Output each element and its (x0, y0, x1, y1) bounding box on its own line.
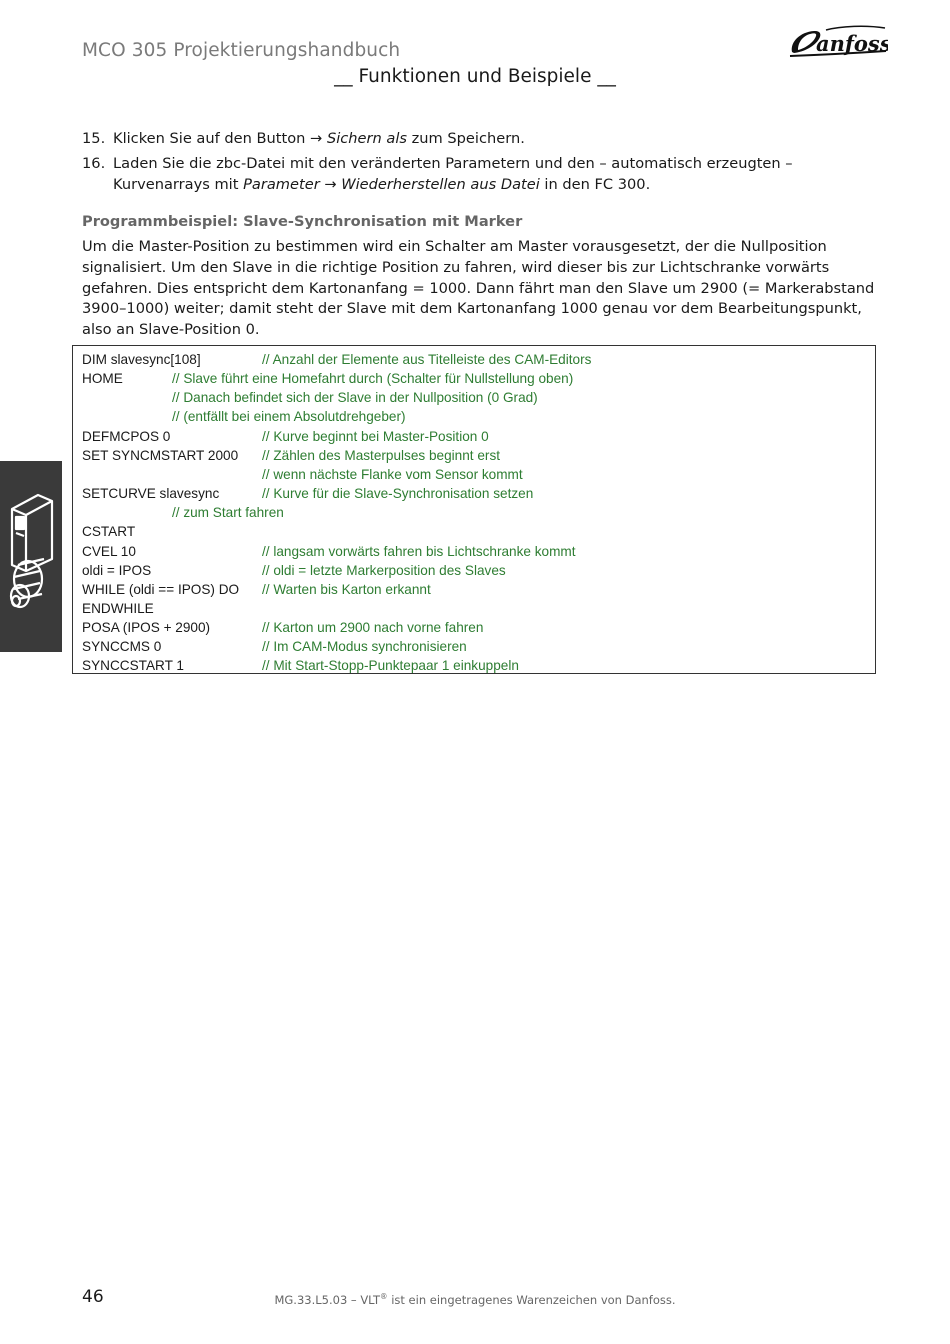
code-line (82, 446, 862, 465)
example-heading: Programmbeispiel: Slave-Synchronisation mit Marker (82, 213, 523, 230)
code-line (82, 656, 862, 675)
code-line (82, 503, 862, 522)
code-comment: // Karton um 2900 nach vorne fahren (262, 620, 484, 636)
step-text-part: Klicken Sie auf den Button → (113, 130, 327, 147)
doc-title: MCO 305 Projektierungshandbuch (82, 40, 401, 61)
step-text (113, 153, 882, 195)
code-line (82, 465, 862, 484)
code-command: SYNCCMS 0 (82, 639, 162, 655)
code-line (82, 561, 862, 580)
code-line (82, 369, 862, 388)
code-line (82, 522, 862, 541)
code-line (82, 407, 862, 426)
code-command: ENDWHILE (82, 600, 154, 616)
code-comment: // Mit Start-Stopp-Punktepaar 1 einkuppeln (262, 658, 519, 674)
code-command: CVEL 10 (82, 543, 136, 559)
code-comment: // Kurve beginnt bei Master-Position 0 (262, 428, 489, 444)
code-line (82, 637, 862, 656)
chapter-tab (0, 461, 62, 652)
step-text-part: zum Speichern. (407, 130, 525, 147)
code-command: HOME (82, 371, 123, 387)
code-line (82, 427, 862, 446)
code-command: POSA (IPOS + 2900) (82, 620, 211, 636)
code-comment: // langsam vorwärts fahren bis Lichtschranke kommt (262, 543, 576, 559)
code-line (82, 542, 862, 561)
footer-text-tail: ist ein eingetragenes Warenzeichen von Danfoss. (387, 1292, 676, 1307)
code-line (82, 484, 862, 503)
code-command: DIM slavesync[108] (82, 352, 201, 367)
code-command: SYNCCSTART 1 (82, 658, 184, 674)
code-line (82, 350, 862, 369)
page-number: 46 (82, 1287, 104, 1307)
code-comment: // oldi = letzte Markerposition des Slaves (262, 562, 506, 578)
code-comment: // Kurve für die Slave-Synchronisation setzen (262, 486, 534, 502)
step-text-part: Parameter → Wiederherstellen aus Datei (243, 176, 540, 193)
step-number: 16. (82, 155, 106, 172)
step-text (113, 128, 882, 149)
step-text-part: Sichern als (326, 130, 407, 147)
code-line (82, 618, 862, 637)
step-item (82, 153, 882, 195)
footer (0, 1292, 950, 1307)
code-command: SET SYNCMSTART 2000 (82, 447, 239, 463)
example-paragraph: Um die Master-Position zu bestimmen wird ein Schalter am Master vorausgesetzt, der die Nullposition signalisiert. Um den Slave in die richtige Position zu fahren, wird dieser bis zur Lichtschranke vorwärts gefahren. Dies entspricht dem Kartonanfang = 1000. Dann fährt man den Slave um 2900 (= Markerabstand 3900–1000) weiter; damit steht der Slave mit dem Kartonanfang 1000 genau vor dem Bearbeitungspunkt, also an Slave-Position 0. (82, 238, 875, 339)
code-command: SETCURVE slavesync (82, 486, 220, 502)
svg-text:anfoss: anfoss (816, 31, 888, 56)
step-item (82, 128, 882, 149)
footer-text: MG.33.L5.03 – VLT (274, 1292, 381, 1307)
step-list (82, 128, 882, 199)
step-text-part: in den FC 300. (539, 176, 651, 193)
code-command: DEFMCPOS 0 (82, 428, 171, 444)
code-comment: // Zählen des Masterpulses beginnt erst (262, 447, 501, 463)
code-command: oldi = IPOS (82, 562, 152, 578)
code-comment: // wenn nächste Flanke vom Sensor kommt (262, 466, 523, 482)
code-command: WHILE (oldi == IPOS) DO (82, 581, 240, 597)
code-comment: // Danach befindet sich der Slave in der Nullposition (0 Grad) (172, 390, 538, 406)
registered-mark: ® (380, 1292, 388, 1301)
step-number: 15. (82, 130, 106, 147)
step-text-part: Laden Sie die zbc-Datei mit den veränderten Parametern und den – automatisch erzeugten – Kurvenarrays mit (113, 155, 793, 193)
code-listing (72, 345, 876, 674)
code-comment: // Anzahl der Elemente aus Titelleiste des CAM-Editors (262, 352, 592, 367)
code-comment: // Im CAM-Modus synchronisieren (262, 639, 467, 655)
code-comment: // zum Start fahren (172, 505, 284, 521)
code-comment: // Warten bis Karton erkannt (262, 581, 431, 597)
code-comment: // (entfällt bei einem Absolutdrehgeber) (172, 409, 406, 425)
code-line (82, 388, 862, 407)
code-comment: // Slave führt eine Homefahrt durch (Schalter für Nullstellung oben) (172, 371, 574, 387)
code-line (82, 599, 862, 618)
section-title: __ Funktionen und Beispiele __ (334, 66, 616, 87)
danfoss-logo (786, 22, 888, 62)
code-command: CSTART (82, 524, 136, 540)
code-line (82, 580, 862, 599)
drive-motor-icon (0, 461, 62, 652)
